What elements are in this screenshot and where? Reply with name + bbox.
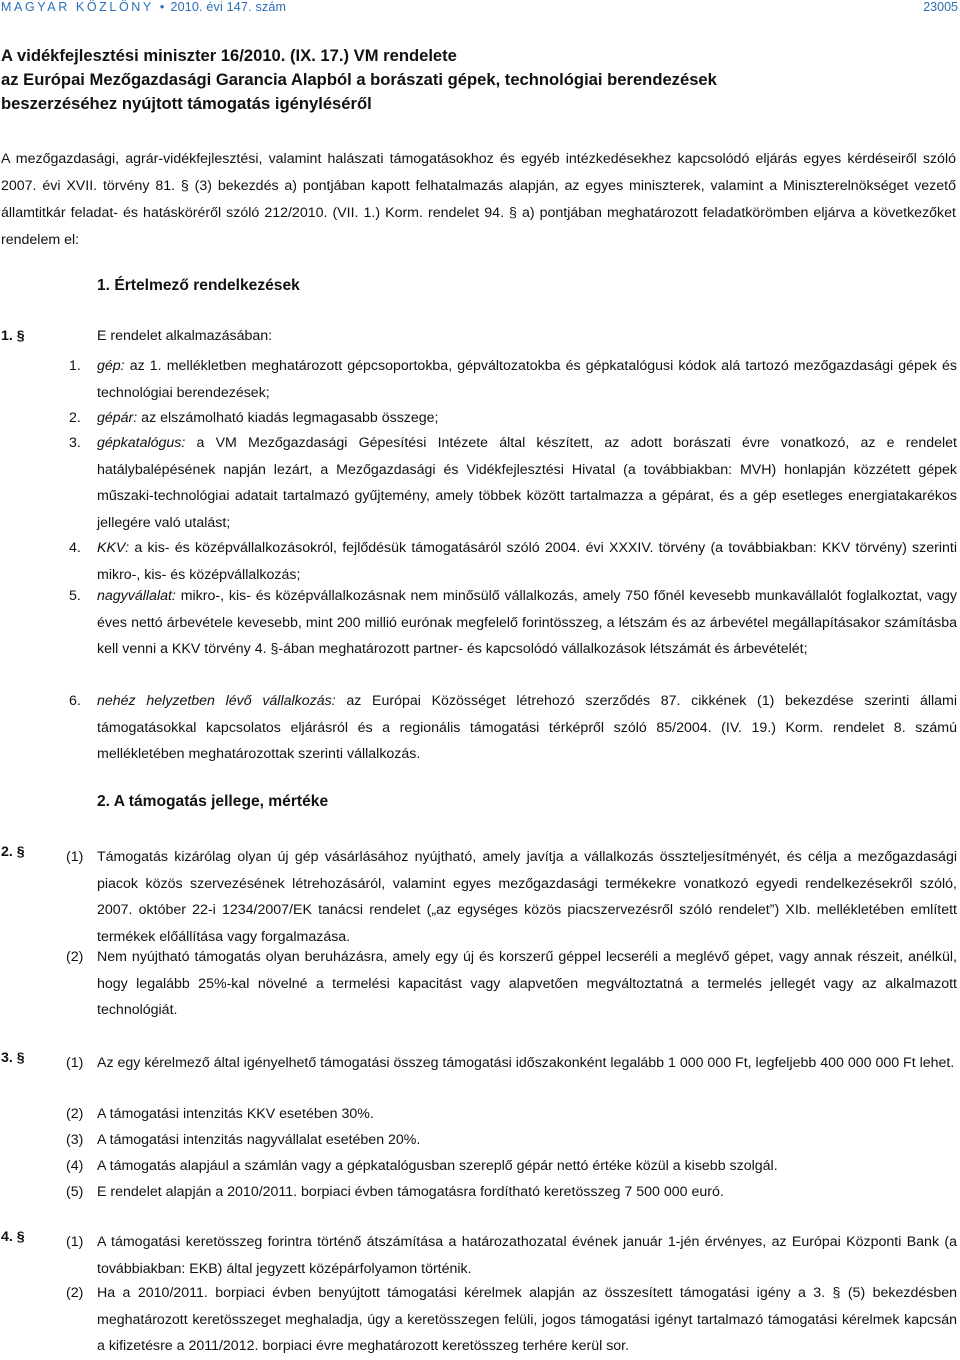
subsection-number: (2) [66,1285,84,1301]
subsection-number: (1) [66,1234,84,1250]
subsection-text: A támogatási intenzitás KKV esetében 30%. [97,1106,374,1122]
paragraph-3-number: 3. § [1,1050,25,1066]
definition-term: gépár: [97,410,138,426]
definition-text: az 1. mellékletben meghatározott gépcsoportokba, gépváltozatokba és gépkatalógusi kódok alá tartozó mezőgazdasági gépek és technológiai berendezések; [97,358,957,401]
definition-item [97,430,957,536]
title-line-2: az Európai Mezőgazdasági Garancia Alapból a borászati gépek, technológiai berendezések [1,70,717,89]
definition-number: 3. [69,435,81,451]
definition-number: 1. [69,358,81,374]
preamble: A mezőgazdasági, agrár-vidékfejlesztési, valamint halászati támogatásokhoz és egyéb intézkedésekhez kapcsolódó eljárás egyes kérdéseiről szóló 2007. évi XVII. törvény 81. § (3) bekezdés a) pontjában kapott felhatalmazás alapján, az egyes miniszterek, valamint a Miniszterelnökséget vezető államtitkár feladat- és hatásköréről szóló 212/2010. (VII. 1.) Korm. rendelet 94. § a) pontjában meghatározott feladatkörömben eljárva a következőket rendelem el: [1,151,956,248]
definition-text: a kis- és középvállalkozásokról, fejlődésük támogatásáról szóló 2004. évi XXXIV. törvény (a továbbiakban: KKV törvény) szerinti mikro-, kis- és középvállalkozás; [97,540,957,583]
definition-item [97,535,957,588]
definition-text: mikro-, kis- és középvállalkozásnak nem minősülő vállalkozás, amely 750 főnél kevesebb munkavállalót foglalkoztat, vagy éves nettó árbevétele kevesebb, mint 200 millió eurónak megfelelő forintösszeg, a létszám és az árbevétel megállapításakor számításba kell venni a KKV törvény 4. §-ában meghatározott partner- és kapcsolódó vállalkozások létszámát és árbevételét; [97,588,957,657]
subsection-text: A támogatás alapjául a számlán vagy a gépkatalógusban szereplő gépár nettó értéke közül a kisebb szolgál. [97,1158,778,1174]
definition-text: a VM Mezőgazdasági Gépesítési Intézete által készített, az adott borászati évre vonatkozó, az e rendelet hatálybalépésének napján lezárt, a Mezőgazdasági és Vidékfejlesztési Hivatal (a továbbiakban: MVH) honlapján közzétett gépek műszaki-technológiai adatait tartalmazó gyűjtemény, amely többek között tartalmazza a gépárat, és a gép esetleges energiatakarékos jellegére való utalást; [97,435,957,531]
page-number: 23005 [923,0,958,14]
subsection-number: (2) [66,1106,84,1122]
issue-number: 2010. évi 147. szám [170,0,287,14]
definition-item [97,688,957,768]
definition-item [97,353,957,406]
definition-number: 5. [69,588,81,604]
definition-term: nagyvállalat: [97,588,176,604]
subsection-number: (3) [66,1132,84,1148]
definition-number: 2. [69,410,81,426]
section-2-heading: 2. A támogatás jellege, mértéke [97,793,329,810]
paragraph-1-intro: E rendelet alkalmazásában: [97,328,273,344]
subsection-number: (5) [66,1184,84,1200]
subsection-text: Ha a 2010/2011. borpiaci évben benyújtott támogatási kérelmek alapján az összesített támogatási igény a 3. § (5) bekezdésben meghatározott keretösszeget meghaladja, úgy a keretösszegen felüli, jogos támogatási igényt tartalmazó támogatási kérelmek kapcsán a kifizetésre a 2011/2012. borpiaci évre meghatározott keretösszeg terhére kerül sor. [97,1285,957,1354]
page-header [0,0,960,18]
title-line-1: A vidékfejlesztési miniszter 16/2010. (IX. 17.) VM rendelete [1,46,457,65]
subsection-number: (1) [66,849,84,865]
subsection-number: (4) [66,1158,84,1174]
definition-text: az Európai Közösséget létrehozó szerződés 87. cikkének (1) bekezdése szerinti állami támogatásokkal kapcsolatos eljárásról és a regionális támogatási térképről szóló 85/2004. (IV. 19.) Korm. rendelet 8. számú mellékletében meghatározottak szerinti vállalkozás. [97,693,957,762]
paragraph-2-number: 2. § [1,844,25,860]
subsection-text: Az egy kérelmező által igényelhető támogatási összeg támogatási időszakonként legalább 1 000 000 Ft, legfeljebb 400 000 000 Ft lehet. [97,1055,955,1071]
definition-number: 6. [69,693,81,709]
definition-term: KKV: [97,540,130,556]
section-1-heading: 1. Értelmező rendelkezések [97,277,300,294]
journal-reference [1,0,286,14]
definition-item [97,405,957,432]
subsection-text: E rendelet alapján a 2010/2011. borpiaci évben támogatásra fordítható keretösszeg 7 500 000 euró. [97,1184,724,1200]
paragraph-1-number: 1. § [1,328,25,344]
header-bullet: • [159,0,165,14]
definition-number: 4. [69,540,81,556]
subsection-text: A támogatási keretösszeg forintra történő átszámítása a határozathozatal évének január 1-jén érvényes, az Európai Központi Bank (a továbbiakban: EKB) által jegyzett középárfolyamon történik. [97,1234,957,1277]
definition-term: gép: [97,358,125,374]
subsection-text: Nem nyújtható támogatás olyan beruházásra, amely egy új és korszerű géppel lecseréli a meglévő gépet, vagy annak részeit, anélkül, hogy legalább 25%-kal növelné a termelési kapacitást vagy alapvetően megváltoztatná a termelés jellegét vagy az alkalmazott technológiát. [97,949,957,1018]
title-line-3: beszerzéséhez nyújtott támogatás igényléséről [1,94,372,113]
definition-item [97,583,957,663]
definition-term: gépkatalógus: [97,435,186,451]
journal-name: MAGYAR KÖZLÖNY [1,0,154,14]
subsection-number: (2) [66,949,84,965]
subsection-text: A támogatási intenzitás nagyvállalat esetében 20%. [97,1132,421,1148]
definition-term: nehéz helyzetben lévő vállalkozás: [97,693,336,709]
definition-text: az elszámolható kiadás legmagasabb összege; [137,410,439,426]
paragraph-4-number: 4. § [1,1229,25,1245]
subsection-text: Támogatás kizárólag olyan új gép vásárlásához nyújtható, amely javítja a vállalkozás összteljesítményét, és célja a mezőgazdasági piacok közös szervezésének létrehozásáról, valamint egyes mezőgazdasági termékekre vonatkozó egyedi rendelkezésekről szóló, 2007. október 22-i 1234/2007/EK tanácsi rendelet („az egységes közös piacszervezésről szóló rendelet”) XIb. mellékletében említett termékek előállítása vagy forgalmazása. [97,849,957,945]
subsection-number: (1) [66,1055,84,1071]
decree-title [1,44,956,116]
